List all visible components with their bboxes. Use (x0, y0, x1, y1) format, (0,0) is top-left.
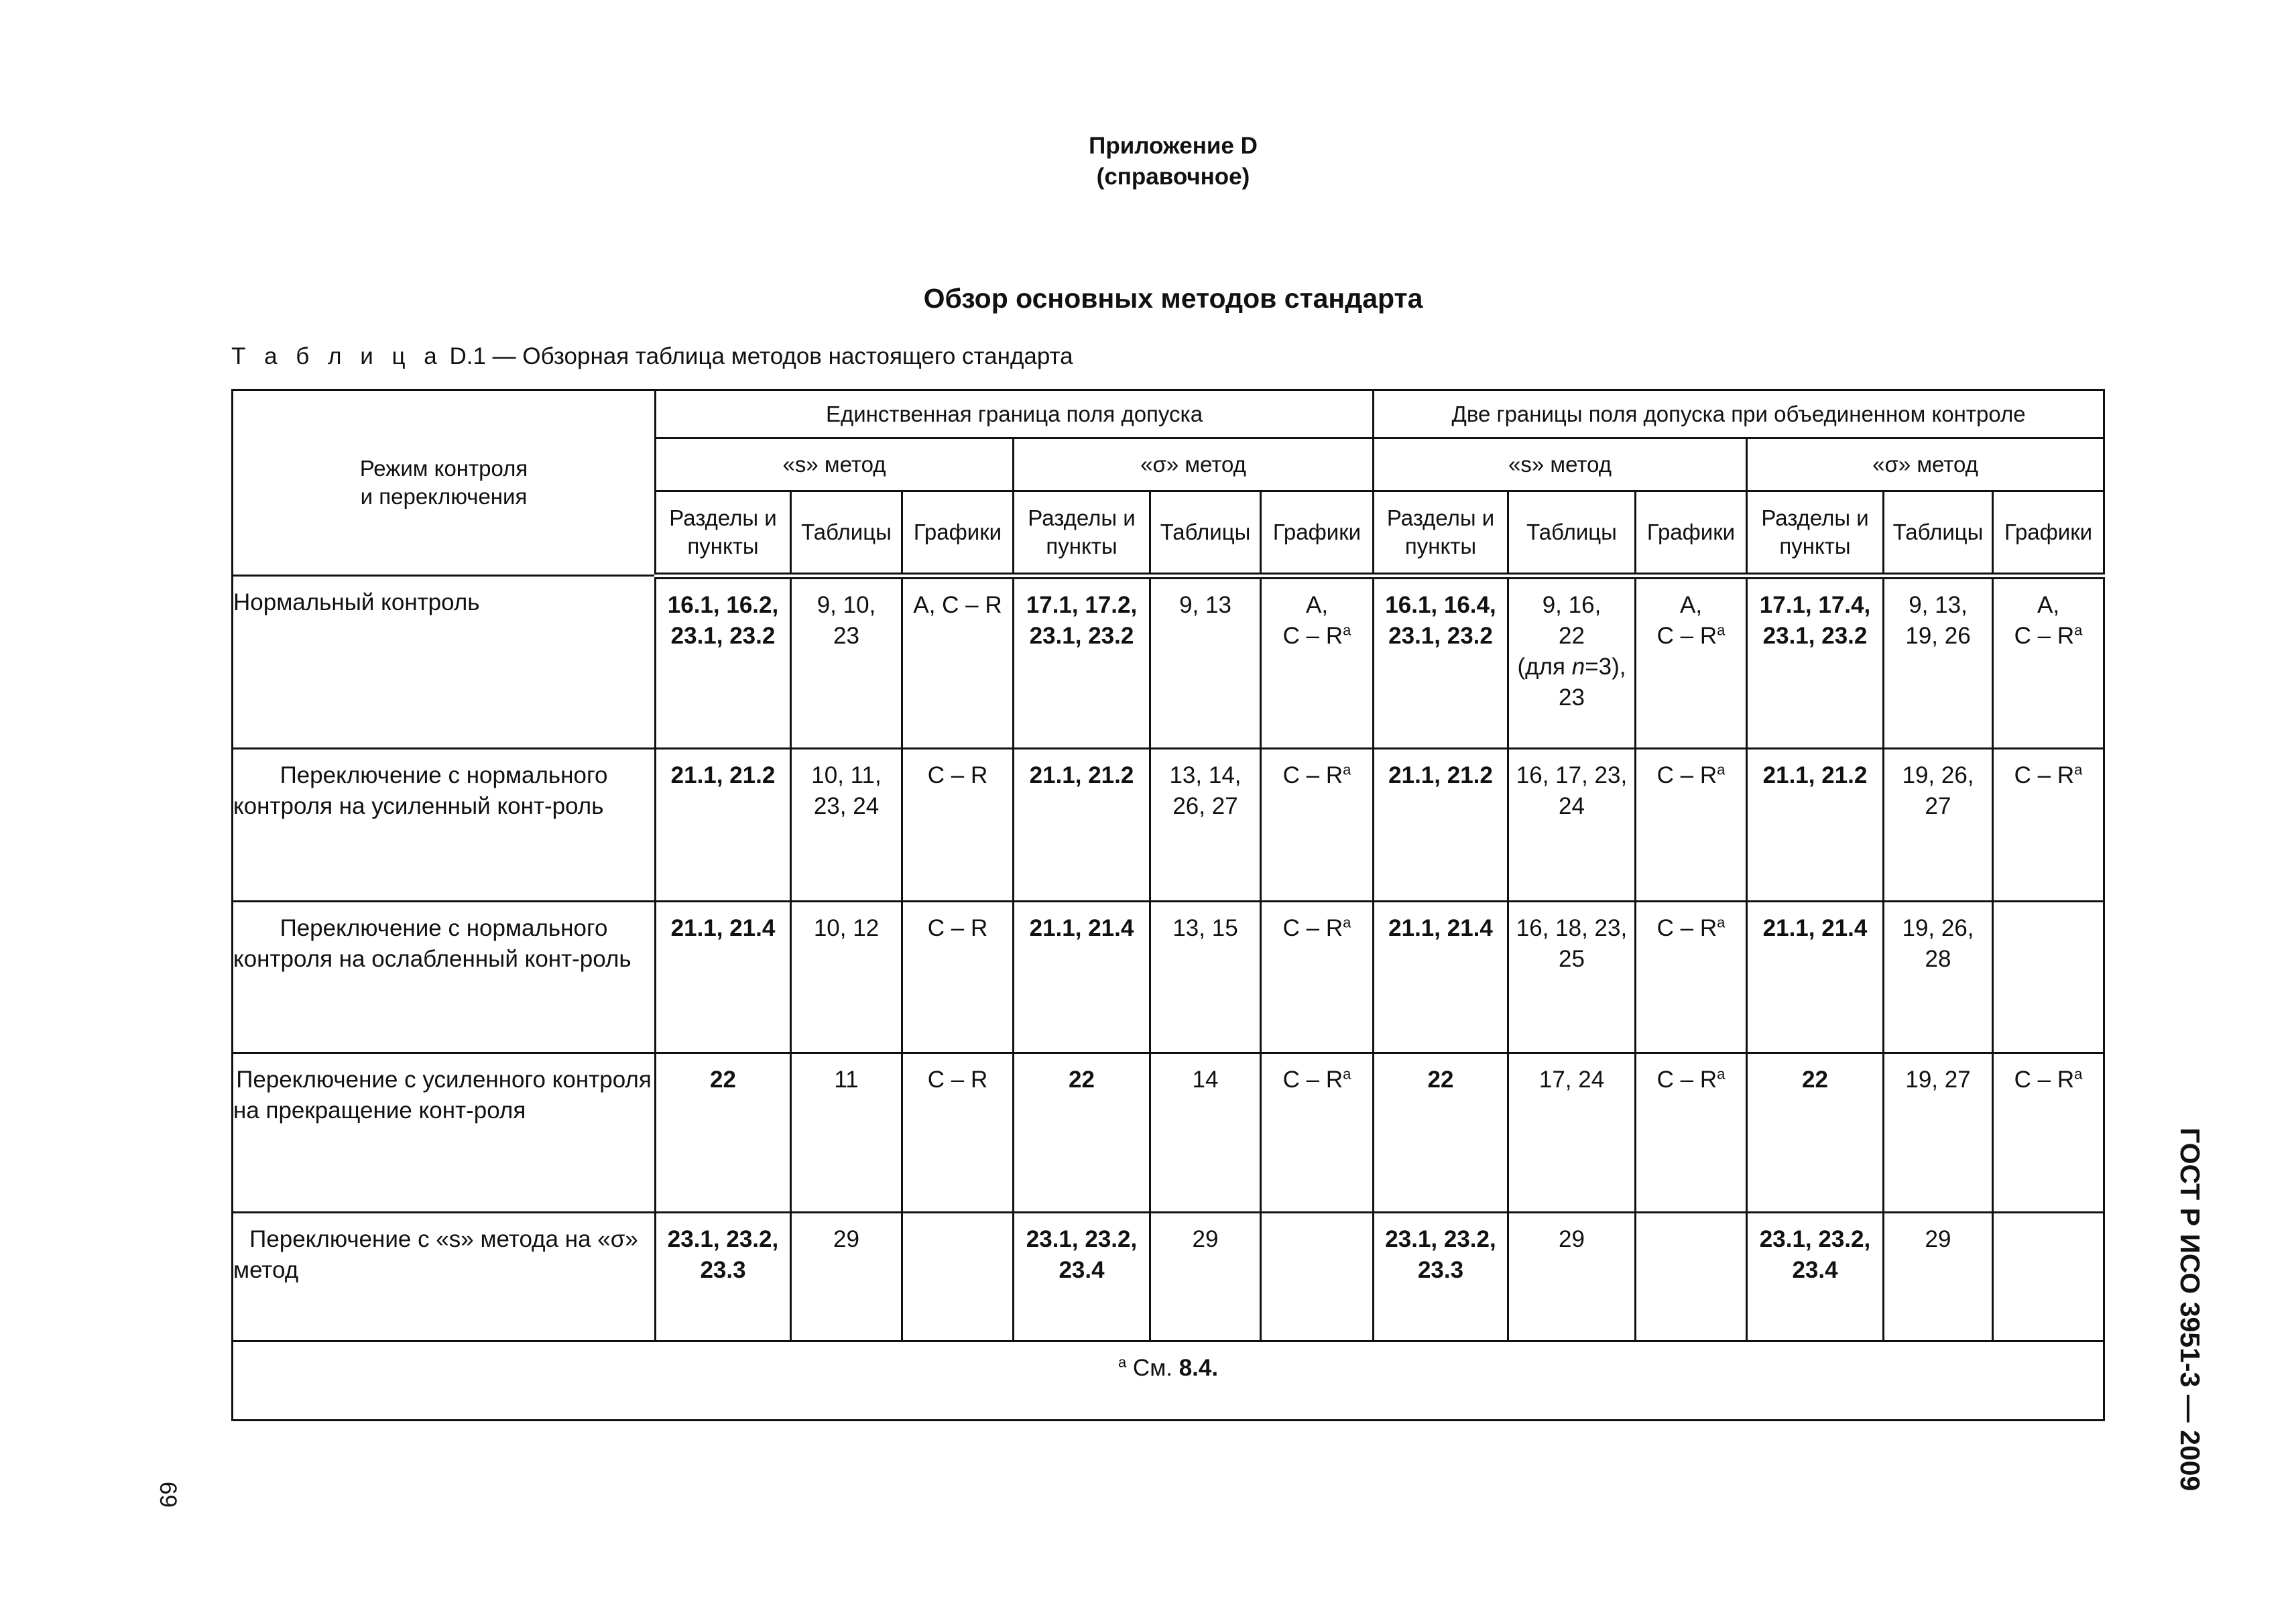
cell-line (1151, 913, 1260, 944)
cell-text: 22 (1427, 1067, 1454, 1093)
graphs-cell (1261, 902, 1374, 1053)
section-heading: Обзор основных методов стандарта (923, 283, 1423, 314)
cell-text: 23.4 (1059, 1257, 1105, 1283)
mode-cell: Нормальный контроль (233, 576, 656, 749)
cell-text: 23.1, 23.2 (1762, 622, 1868, 649)
sections-cell (1014, 1053, 1150, 1213)
footnote-marker: a (2074, 1065, 2083, 1083)
cell-text: 16.1, 16.2, (667, 591, 779, 618)
appendix-subtitle: (справочное) (1096, 164, 1250, 190)
cell-text: C – R (927, 1067, 988, 1093)
graphs-cell (1993, 749, 2104, 902)
tables-cell (791, 1213, 902, 1341)
tables-cell (1150, 902, 1261, 1053)
sections-cell (656, 576, 791, 749)
cell-text: 9, 10, (817, 591, 876, 618)
mode-cell: Переключение с нормального контроля на ослабленный конт-роль (233, 902, 656, 1053)
cell-line (1151, 1224, 1260, 1255)
cell-text: 9, 13, (1909, 591, 1968, 618)
cell-text: 21.1, 21.2 (1388, 762, 1493, 788)
cell-text: C – R (1656, 915, 1717, 941)
sections-cell (656, 749, 791, 902)
cell-text: C – R (927, 762, 988, 788)
cell-text: 23.4 (1792, 1257, 1838, 1283)
cell-line (1509, 760, 1634, 791)
table-row (233, 749, 2104, 902)
cell-text: 23 (833, 622, 859, 649)
table-row (233, 576, 2104, 749)
cell-text: 23 (1559, 684, 1585, 711)
cell-line (1884, 590, 1992, 621)
col-sections-header (1374, 491, 1508, 576)
cell-text: 21.1, 21.4 (1388, 915, 1493, 941)
document-designation: ГОСТ Р ИСО 3951-3 — 2009 (2175, 1128, 2206, 1492)
cell-line (1994, 621, 2103, 652)
cell-text: 13, 14, (1169, 762, 1242, 788)
cell-text: 19, 26, (1902, 915, 1974, 941)
cell-text: 25 (1559, 946, 1585, 972)
col-sections-line: пункты (1404, 533, 1477, 558)
cell-line (1509, 1224, 1634, 1255)
footnote-marker: a (1117, 1354, 1127, 1371)
cell-text: C – R (2014, 762, 2075, 788)
cell-line (1509, 944, 1634, 975)
sections-cell (1747, 1213, 1884, 1341)
sections-cell (656, 1053, 791, 1213)
method-header: «σ» метод (1014, 438, 1374, 491)
col-sections-line: Разделы и (1386, 505, 1495, 530)
col-tables-header: Таблицы (791, 491, 902, 576)
cell-line (1636, 621, 1746, 652)
cell-text: 29 (833, 1226, 859, 1252)
cell-text: 22 (1802, 1067, 1828, 1093)
table-caption (231, 343, 1073, 370)
cell-line (656, 760, 790, 791)
tables-cell (1884, 1053, 1993, 1213)
mode-cell: Переключение с усиленного контроля на прекращение конт-роля (233, 1053, 656, 1213)
cell-line (1748, 621, 1882, 652)
cell-text: 16, 17, 23, (1516, 762, 1628, 788)
cell-line (1374, 1224, 1507, 1255)
cell-line (792, 621, 901, 652)
cell-line (1374, 621, 1507, 652)
sections-cell (1374, 1213, 1508, 1341)
col-graphs-header: Графики (1261, 491, 1374, 576)
sections-cell (1014, 749, 1150, 902)
col-graphs-header: Графики (902, 491, 1014, 576)
cell-line (1884, 621, 1992, 652)
graphs-cell (1261, 749, 1374, 902)
cell-line (1884, 913, 1992, 944)
cell-line (656, 1065, 790, 1095)
cell-line (1748, 1065, 1882, 1095)
col-sections-header (1014, 491, 1150, 576)
tables-cell (1884, 1213, 1993, 1341)
cell-line (1014, 621, 1149, 652)
graphs-cell (1993, 576, 2104, 749)
cell-text: A, (1679, 591, 1703, 618)
footnote-text: См. (1126, 1355, 1179, 1381)
table-row (233, 1213, 2104, 1341)
cell-line (1374, 1255, 1507, 1286)
cell-text: 19, 26, (1902, 762, 1974, 788)
graphs-cell (902, 749, 1014, 902)
table-row (233, 902, 2104, 1053)
cell-text: 21.1, 21.4 (670, 915, 776, 941)
cell-text: 19, 26 (1905, 622, 1971, 649)
table-footnote (233, 1341, 2104, 1421)
cell-line (1509, 621, 1634, 652)
cell-line (1748, 913, 1882, 944)
cell-line (1151, 760, 1260, 791)
footnote-marker: a (1343, 1065, 1351, 1083)
appendix-header (737, 131, 1609, 192)
mode-header-line: Режим контроля (359, 456, 528, 481)
cell-line (1994, 760, 2103, 791)
sections-cell (1374, 1053, 1508, 1213)
cell-line (1262, 760, 1372, 791)
cell-line (1151, 590, 1260, 621)
cell-text: 23.1, 23.2, (1759, 1226, 1871, 1252)
graphs-cell (1261, 1213, 1374, 1341)
cell-line (1014, 1065, 1149, 1095)
mode-header (233, 390, 656, 576)
col-sections-line: пункты (1046, 533, 1117, 558)
cell-text: 16.1, 16.4, (1385, 591, 1496, 618)
cell-text: 16, 18, 23, (1516, 915, 1628, 941)
sections-cell (1374, 576, 1508, 749)
cell-text: 21.1, 21.4 (1029, 915, 1134, 941)
cell-line (1636, 913, 1746, 944)
methods-overview-table (231, 389, 2105, 1421)
cell-text: 17.1, 17.4, (1759, 591, 1871, 618)
mode-header-line: и переключения (360, 484, 528, 509)
mode-cell: Переключение с «s» метода на «σ» метод (233, 1213, 656, 1341)
footnote-ref: 8.4. (1179, 1355, 1219, 1381)
tables-cell (791, 902, 902, 1053)
cell-line (1014, 1255, 1149, 1286)
cell-line (903, 913, 1012, 944)
cell-text: 29 (1559, 1226, 1585, 1252)
footnote-marker: a (2074, 761, 2083, 778)
tables-cell (1884, 902, 1993, 1053)
cell-line (1884, 1224, 1992, 1255)
cell-text: 10, 12 (813, 915, 880, 941)
tables-cell (1884, 749, 1993, 902)
cell-text: C – R (927, 915, 988, 941)
method-header: «s» метод (656, 438, 1014, 491)
method-header: «s» метод (1374, 438, 1747, 491)
double-limit-header: Две границы поля допуска при объединенном контроле (1374, 390, 2104, 438)
col-tables-header: Таблицы (1150, 491, 1261, 576)
cell-line (1884, 1065, 1992, 1095)
cell-text: 23.1, 23.2 (670, 622, 776, 649)
cell-text: 21.1, 21.2 (1762, 762, 1868, 788)
col-sections-header (656, 491, 791, 576)
cell-line (1262, 1065, 1372, 1095)
col-graphs-header: Графики (1636, 491, 1747, 576)
graphs-cell (1261, 576, 1374, 749)
cell-line (656, 913, 790, 944)
cell-line (1884, 944, 1992, 975)
cell-line (1374, 760, 1507, 791)
cell-text: 23.1, 23.2, (667, 1226, 779, 1252)
cell-text: 21.1, 21.2 (1029, 762, 1134, 788)
sections-cell (656, 902, 791, 1053)
cell-line (1014, 1224, 1149, 1255)
sections-cell (1747, 902, 1884, 1053)
cell-text: C – R (1282, 762, 1343, 788)
col-sections-header (1747, 491, 1884, 576)
cell-line (1262, 590, 1372, 621)
tables-cell (1508, 902, 1636, 1053)
appendix-title: Приложение D (1089, 133, 1258, 159)
tables-cell (1884, 576, 1993, 749)
sections-cell (1014, 576, 1150, 749)
cell-text: 29 (1192, 1226, 1219, 1252)
cell-text: 26, 27 (1172, 793, 1238, 819)
cell-line (1014, 590, 1149, 621)
tables-cell (1150, 1213, 1261, 1341)
cell-line (1509, 682, 1634, 713)
col-tables-header: Таблицы (1508, 491, 1636, 576)
mode-cell: Переключение с нормального контроля на усиленный конт-роль (233, 749, 656, 902)
cell-text: A, C – R (913, 591, 1002, 618)
tables-cell (1508, 1053, 1636, 1213)
tables-cell (791, 1053, 902, 1213)
graphs-cell (1636, 902, 1747, 1053)
cell-text: A, (1305, 591, 1329, 618)
cell-line (1748, 1224, 1882, 1255)
graphs-cell (1993, 1053, 2104, 1213)
cell-line (1994, 590, 2103, 621)
table-caption-text: D.1 — Обзорная таблица методов настоящего стандарта (442, 343, 1073, 369)
cell-text: 23.1, 23.2, (1026, 1226, 1138, 1252)
footnote-marker: a (1343, 761, 1351, 778)
tables-cell (791, 576, 902, 749)
cell-line (792, 1065, 901, 1095)
cell-line (1374, 590, 1507, 621)
cell-text: 29 (1925, 1226, 1951, 1252)
graphs-cell (1993, 1213, 2104, 1341)
graphs-cell (1993, 902, 2104, 1053)
cell-text: 28 (1925, 946, 1951, 972)
graphs-cell (902, 576, 1014, 749)
col-sections-line: пункты (687, 533, 759, 558)
cell-text: C – R (2014, 1067, 2075, 1093)
cell-text: 13, 15 (1172, 915, 1238, 941)
cell-line (1509, 652, 1634, 682)
cell-text: 22 (1069, 1067, 1095, 1093)
cell-text: A, (2037, 591, 2060, 618)
cell-line (792, 913, 901, 944)
cell-text: 9, 16, (1542, 591, 1602, 618)
cell-line (1151, 791, 1260, 822)
cell-line (1748, 590, 1882, 621)
cell-line (903, 590, 1012, 621)
cell-text: C – R (1656, 762, 1717, 788)
cell-line (903, 1065, 1012, 1095)
page-number: 69 (155, 1482, 181, 1508)
sections-cell (1747, 576, 1884, 749)
cell-line (1748, 1255, 1882, 1286)
footnote-marker: a (1717, 914, 1726, 931)
cell-line (1509, 791, 1634, 822)
footnote-marker: a (1717, 621, 1726, 638)
cell-line (792, 590, 901, 621)
cell-text: 11 (834, 1067, 859, 1093)
cell-line (1374, 913, 1507, 944)
cell-line (1748, 760, 1882, 791)
cell-text: 17, 24 (1538, 1067, 1605, 1093)
tables-cell (1150, 749, 1261, 902)
footnote-marker: a (1343, 621, 1351, 638)
graphs-cell (1636, 576, 1747, 749)
single-limit-header: Единственная граница поля допуска (656, 390, 1374, 438)
graphs-cell (1636, 1053, 1747, 1213)
col-sections-line: Разделы и (1028, 505, 1136, 530)
cell-text: C – R (1282, 1067, 1343, 1093)
cell-text: 10, 11, (811, 762, 882, 788)
cell-text: 21.1, 21.2 (670, 762, 776, 788)
cell-line (1151, 1065, 1260, 1095)
cell-text: 17.1, 17.2, (1026, 591, 1138, 618)
graphs-cell (1261, 1053, 1374, 1213)
cell-text: 22 (1559, 622, 1585, 649)
footnote-row (233, 1341, 2104, 1421)
col-sections-line: Разделы и (1761, 505, 1869, 530)
cell-line (1994, 1065, 2103, 1095)
tables-cell (1508, 749, 1636, 902)
cell-line (792, 791, 901, 822)
tables-cell (1508, 576, 1636, 749)
cell-text: C – R (1282, 915, 1343, 941)
cell-line (1014, 760, 1149, 791)
sections-cell (1014, 1213, 1150, 1341)
cell-text: 23.1, 23.2 (1029, 622, 1134, 649)
tables-cell (1508, 1213, 1636, 1341)
tables-cell (1150, 576, 1261, 749)
graphs-cell (1636, 1213, 1747, 1341)
cell-line (1509, 1065, 1634, 1095)
tables-cell (791, 749, 902, 902)
cell-text: C – R (1656, 1067, 1717, 1093)
cell-line (903, 760, 1012, 791)
cell-line (792, 1224, 901, 1255)
footnote-marker: a (1343, 914, 1351, 931)
graphs-cell (1636, 749, 1747, 902)
cell-text: 22 (710, 1067, 736, 1093)
cell-text: 9, 13 (1179, 591, 1231, 618)
cell-text: 23.1, 23.2 (1388, 622, 1493, 649)
cell-text: 19, 27 (1905, 1067, 1971, 1093)
cell-text: 23, 24 (813, 793, 880, 819)
sections-cell (1747, 1053, 1884, 1213)
col-sections-line: пункты (1779, 533, 1851, 558)
sections-cell (1747, 749, 1884, 902)
cell-text: 23.1, 23.2, (1385, 1226, 1496, 1252)
sections-cell (656, 1213, 791, 1341)
footnote-marker: a (1717, 1065, 1726, 1083)
tables-cell (1150, 1053, 1261, 1213)
cell-text: (для n=3), (1517, 653, 1626, 680)
cell-line (1884, 760, 1992, 791)
col-tables-header: Таблицы (1884, 491, 1993, 576)
footnote-marker: a (2074, 621, 2083, 638)
cell-text: C – R (1656, 622, 1717, 649)
cell-line (656, 621, 790, 652)
graphs-cell (902, 1213, 1014, 1341)
cell-line (1374, 1065, 1507, 1095)
cell-text: 27 (1925, 793, 1951, 819)
cell-text: C – R (1282, 622, 1343, 649)
col-sections-line: Разделы и (669, 505, 777, 530)
cell-text: 14 (1192, 1067, 1219, 1093)
footnote-marker: a (1717, 761, 1726, 778)
cell-text: C – R (2014, 622, 2075, 649)
cell-line (792, 760, 901, 791)
sections-cell (1374, 902, 1508, 1053)
cell-line (1014, 913, 1149, 944)
table-caption-prefix: Т а б л и ц а (231, 343, 443, 369)
table-row (233, 1053, 2104, 1213)
cell-line (656, 590, 790, 621)
cell-text: 24 (1559, 793, 1585, 819)
cell-line (1262, 913, 1372, 944)
cell-text: 23.3 (700, 1257, 746, 1283)
cell-line (1636, 590, 1746, 621)
cell-line (1636, 760, 1746, 791)
cell-line (1509, 590, 1634, 621)
graphs-cell (902, 902, 1014, 1053)
cell-line (1509, 913, 1634, 944)
cell-text: 23.3 (1417, 1257, 1464, 1283)
cell-line (1636, 1065, 1746, 1095)
cell-text: 21.1, 21.4 (1762, 915, 1868, 941)
cell-line (1262, 621, 1372, 652)
col-graphs-header: Графики (1993, 491, 2104, 576)
cell-line (656, 1224, 790, 1255)
graphs-cell (902, 1053, 1014, 1213)
method-header: «σ» метод (1747, 438, 2104, 491)
sections-cell (1374, 749, 1508, 902)
sections-cell (1014, 902, 1150, 1053)
cell-line (1884, 791, 1992, 822)
cell-line (656, 1255, 790, 1286)
